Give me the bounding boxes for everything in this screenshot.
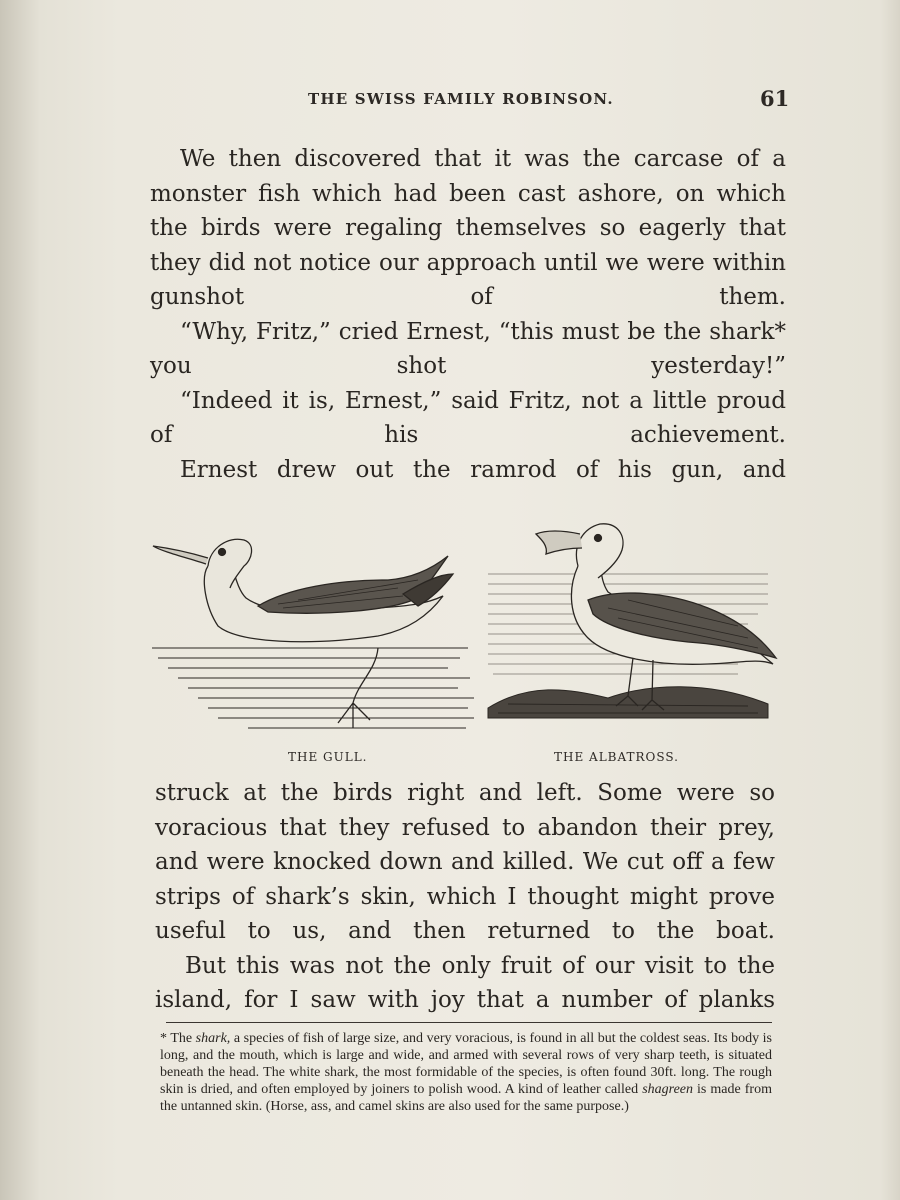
- page-number: 61: [760, 86, 790, 111]
- paragraph: Ernest drew out the ramrod of his gun, and: [180, 456, 786, 483]
- paragraph: “Why, Fritz,” cried Ernest, “this must be the shark* you shot yesterday!”: [150, 318, 786, 379]
- footnote-term-shark: shark,: [195, 1031, 231, 1046]
- footnote-body-end: is made from the untanned skin. (Horse, ass, and camel skins are also used for the same purpose.): [160, 1082, 772, 1114]
- body-text-bottom: [155, 776, 775, 1018]
- bird-engravings: [148, 508, 788, 768]
- paragraph: We then discovered that it was the carcase of a monster fish which had been cast ashore, on which the birds were regaling themselves so eagerly that they did not notice our approach until we were within gunshot of them.: [150, 146, 786, 310]
- footnote-lead: * The: [160, 1031, 196, 1046]
- footnote-term-shagreen: shagreen: [642, 1082, 693, 1097]
- gull-caption: THE GULL.: [288, 750, 368, 764]
- paragraph: “Indeed it is, Ernest,” said Fritz, not a little proud of his achievement.: [150, 387, 786, 448]
- body-text-top: [150, 142, 786, 487]
- albatross-illustration: [488, 524, 776, 718]
- page-header: [0, 88, 900, 112]
- paragraph: struck at the birds right and left. Some were so voracious that they refused to abandon their prey, and were knocked down and killed. We cut off a few strips of shark’s skin, which I thought might prove useful to us, and then returned to the boat.: [155, 780, 775, 944]
- gull-illustration: [152, 539, 474, 728]
- paragraph: But this was not the only fruit of our visit to the island, for I saw with joy that a number of planks: [155, 952, 775, 1013]
- bird-illustrations: [148, 508, 788, 768]
- footnote: [160, 1030, 772, 1115]
- running-head: THE SWISS FAMILY ROBINSON.: [308, 90, 614, 108]
- footnote-body: a species of fish of large size, and very voracious, is found in all but the coldest seas. Its body is long, and the mouth, which is large and wide, and armed with several rows of very sharp teeth, is situated beneath the head. The white shark, the most formidable of the species, is often found 30ft. long. The rough skin is dried, and often employed by joiners to polish wood. A kind of leather called: [160, 1031, 773, 1097]
- albatross-caption: THE ALBATROSS.: [554, 750, 679, 764]
- footnote-rule: [166, 1022, 772, 1023]
- footnote-text: [160, 1030, 772, 1115]
